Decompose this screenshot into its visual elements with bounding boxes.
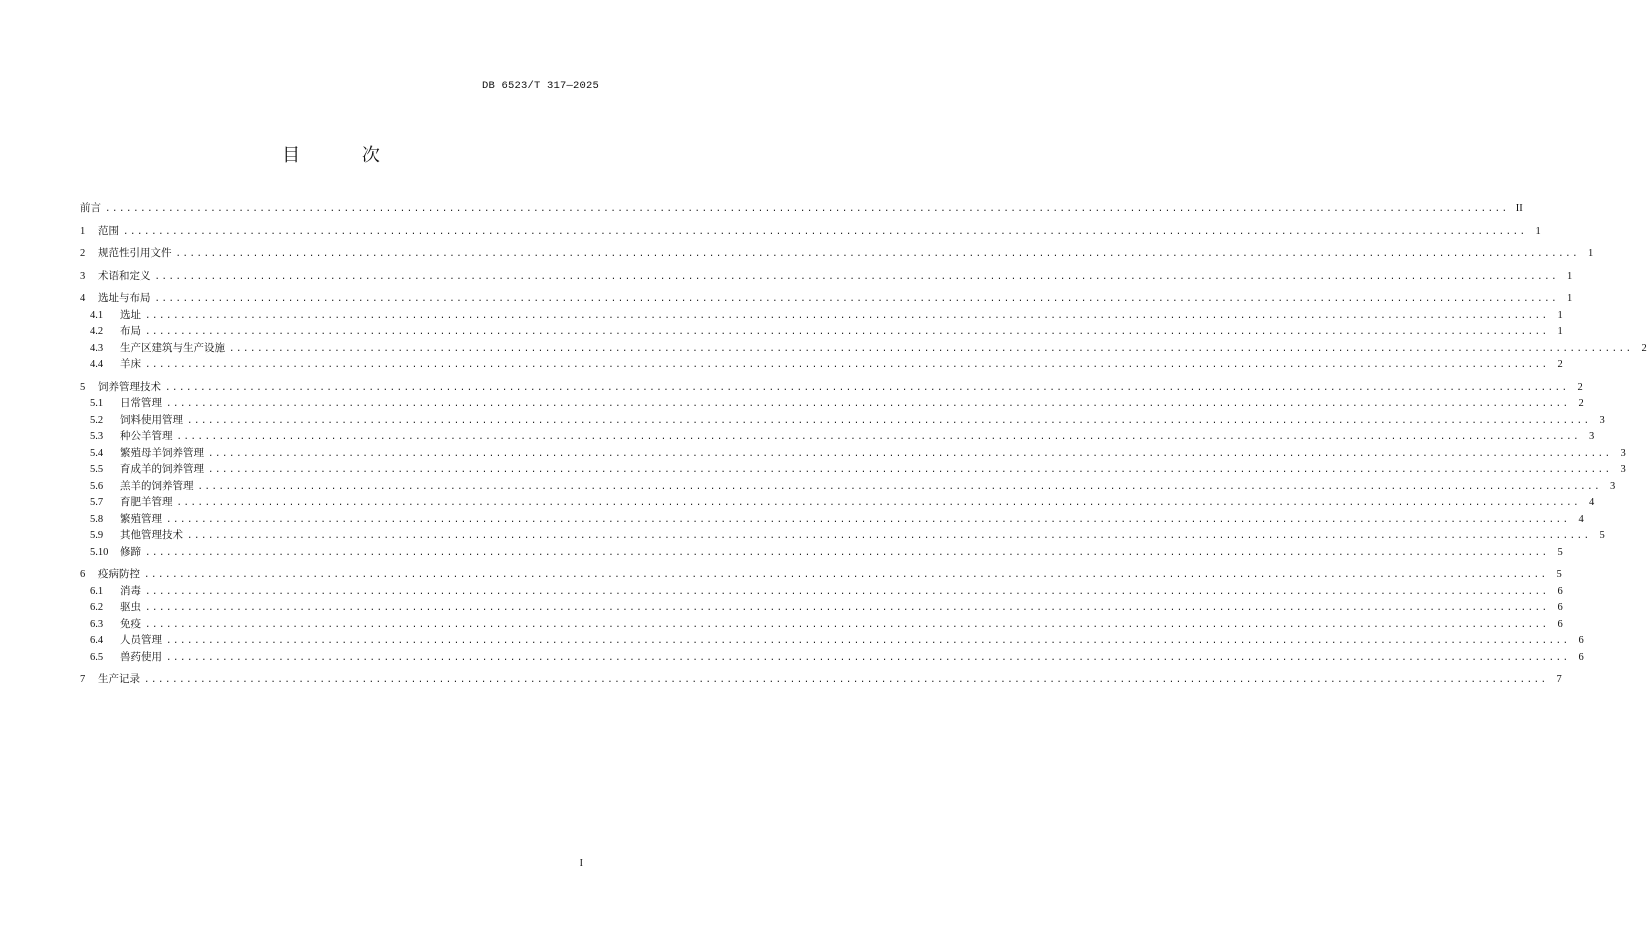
- toc-dot-leader: ........................................................................................................................................................................................................: [105, 204, 1509, 214]
- toc-entry[interactable]: [80, 379, 1583, 396]
- toc-entry-page: 4: [1588, 497, 1595, 508]
- toc-dot-leader: ........................................................................................................................................................................................................: [187, 415, 1591, 426]
- toc-entry-number: 5.10: [90, 546, 109, 558]
- toc-dot-leader: ........................................................................................................................................................................................................: [145, 360, 1549, 370]
- toc-dot-leader: ........................................................................................................................................................................................................: [208, 465, 1612, 475]
- toc-entry-label: 消毒: [120, 584, 141, 597]
- toc-entry-page: 1: [1566, 270, 1573, 282]
- toc-dot-leader: ........................................................................................................................................................................................................: [145, 547, 1549, 558]
- toc-entry-page: 5: [1557, 546, 1563, 558]
- toc-entry-label: 前言: [80, 202, 101, 214]
- toc-dot-leader: ........................................................................................................................................................................................................: [145, 327, 1549, 337]
- toc-entry-label: 规范性引用文件: [98, 247, 172, 259]
- toc-entry-label: 选址: [120, 308, 141, 321]
- toc-entry-label: 布局: [120, 325, 141, 337]
- toc-entry[interactable]: [80, 599, 1563, 616]
- toc-entry-number: 5.3: [90, 431, 104, 442]
- toc-dot-leader: ........................................................................................................................................................................................................: [154, 271, 1559, 282]
- table-of-contents: [80, 200, 1647, 688]
- toc-dot-leader: ........................................................................................................................................................................................................: [175, 249, 1580, 259]
- toc-dot-leader: ........................................................................................................................................................................................................: [154, 294, 1559, 304]
- toc-entry-page: 1: [1566, 293, 1573, 304]
- toc-entry-number: 5.6: [90, 480, 104, 492]
- toc-dot-leader: ........................................................................................................................................................................................................: [145, 603, 1549, 613]
- toc-entry[interactable]: [80, 223, 1541, 240]
- toc-entry-page: 1: [1557, 309, 1563, 321]
- toc-entry[interactable]: [80, 245, 1594, 262]
- toc-entry-label: 育成羊的饲养管理: [120, 463, 204, 475]
- toc-entry[interactable]: [80, 671, 1562, 688]
- toc-entry-number: 5: [80, 381, 86, 393]
- toc-entry[interactable]: [80, 307, 1563, 324]
- toc-entry-page: 2: [1578, 398, 1584, 409]
- toc-entry-number: 4: [80, 293, 86, 304]
- toc-entry-number: 6: [80, 569, 86, 580]
- toc-entry-page: 3: [1609, 480, 1616, 492]
- toc-dot-leader: ........................................................................................................................................................................................................: [144, 675, 1548, 685]
- toc-entry-number: 6.1: [90, 585, 104, 597]
- toc-dot-leader: ........................................................................................................................................................................................................: [208, 448, 1612, 459]
- toc-entry-number: 5.5: [90, 464, 104, 475]
- toc-entry-page: 7: [1556, 674, 1562, 685]
- toc-entry[interactable]: [80, 566, 1562, 583]
- toc-entry[interactable]: [80, 340, 1647, 357]
- toc-entry[interactable]: [80, 583, 1563, 600]
- toc-entry[interactable]: [80, 461, 1626, 478]
- toc-entry-label: 日常管理: [120, 397, 162, 409]
- page-title: 目 次: [282, 145, 408, 166]
- toc-entry-label: 饲料使用管理: [120, 413, 183, 426]
- toc-dot-leader: ........................................................................................................................................................................................................: [166, 652, 1570, 663]
- toc-entry-label: 修蹄: [120, 545, 141, 558]
- toc-dot-leader: ........................................................................................................................................................................................................: [145, 619, 1549, 630]
- toc-entry[interactable]: [80, 511, 1584, 528]
- toc-entry-page: 2: [1641, 342, 1647, 354]
- toc-entry[interactable]: [80, 445, 1626, 462]
- toc-entry-number: 6.3: [90, 618, 104, 630]
- toc-entry-page: 3: [1620, 447, 1626, 459]
- toc-entry-page: 1: [1535, 225, 1541, 237]
- toc-entry-number: 7: [80, 674, 86, 685]
- toc-entry-page: II: [1515, 203, 1523, 214]
- toc-dot-leader: ........................................................................................................................................................................................................: [197, 481, 1602, 492]
- toc-entry[interactable]: [80, 268, 1573, 285]
- toc-entry-number: 2: [80, 248, 86, 259]
- toc-entry-page: 5: [1599, 530, 1605, 541]
- toc-entry-label: 种公羊管理: [120, 430, 173, 442]
- toc-entry-label: 羔羊的饲养管理: [120, 479, 194, 492]
- toc-entry-label: 术语和定义: [98, 269, 151, 282]
- toc-entry-number: 6.2: [90, 602, 104, 613]
- toc-entry-number: 4.4: [90, 359, 104, 370]
- toc-entry-page: 3: [1588, 431, 1595, 442]
- toc-entry-label: 繁殖管理: [120, 512, 162, 525]
- toc-entry-number: 4.3: [90, 342, 104, 354]
- toc-entry-number: 5.8: [90, 513, 104, 525]
- toc-dot-leader: ........................................................................................................................................................................................................: [123, 226, 1527, 237]
- toc-entry-page: 6: [1557, 618, 1563, 630]
- toc-entry-number: 6.4: [90, 635, 104, 646]
- toc-entry-number: 6.5: [90, 651, 104, 663]
- toc-entry-number: 5.7: [90, 497, 104, 508]
- toc-entry[interactable]: [80, 527, 1605, 544]
- toc-entry-label: 生产记录: [98, 673, 140, 685]
- toc-entry-label: 驱虫: [120, 601, 141, 613]
- toc-dot-leader: ........................................................................................................................................................................................................: [166, 636, 1570, 646]
- toc-entry-number: 5.4: [90, 447, 104, 459]
- toc-entry[interactable]: [80, 290, 1573, 307]
- toc-entry-label: 生产区建筑与生产设施: [120, 341, 225, 354]
- toc-entry-page: 1: [1557, 326, 1563, 337]
- toc-entry-label: 兽药使用: [120, 650, 162, 663]
- toc-entry-label: 免疫: [120, 617, 141, 630]
- toc-entry-page: 1: [1587, 248, 1594, 259]
- toc-dot-leader: ........................................................................................................................................................................................................: [229, 343, 1633, 354]
- toc-entry-page: 6: [1578, 651, 1584, 663]
- toc-entry-label: 疫病防控: [98, 568, 140, 580]
- document-code: DB 6523/T 317—2025: [481, 80, 599, 92]
- toc-entry-label: 范围: [98, 224, 119, 237]
- toc-entry-number: 5.1: [90, 398, 104, 409]
- toc-entry-page: 6: [1578, 635, 1584, 646]
- toc-entry-label: 育肥羊管理: [120, 496, 173, 508]
- toc-entry[interactable]: [80, 200, 1523, 217]
- toc-entry-number: 4.1: [90, 309, 104, 321]
- toc-entry[interactable]: [80, 395, 1584, 412]
- toc-entry-label: 羊床: [120, 358, 141, 370]
- toc-entry-page: 6: [1557, 602, 1563, 613]
- toc-entry-number: 5.2: [90, 414, 104, 426]
- toc-entry[interactable]: [80, 412, 1605, 429]
- toc-entry-label: 饲养管理技术: [98, 380, 161, 393]
- toc-entry[interactable]: [80, 632, 1584, 649]
- toc-dot-leader: ........................................................................................................................................................................................................: [166, 399, 1570, 409]
- toc-entry[interactable]: [80, 494, 1595, 511]
- toc-dot-leader: ........................................................................................................................................................................................................: [165, 382, 1569, 393]
- toc-entry-page: 2: [1557, 359, 1563, 370]
- toc-entry[interactable]: [80, 544, 1563, 561]
- toc-entry[interactable]: [80, 428, 1595, 445]
- toc-entry[interactable]: [80, 323, 1563, 340]
- toc-entry-page: 5: [1556, 569, 1562, 580]
- toc-dot-leader: ........................................................................................................................................................................................................: [145, 310, 1549, 321]
- toc-entry-page: 3: [1620, 464, 1626, 475]
- toc-entry-label: 人员管理: [120, 634, 162, 646]
- toc-dot-leader: ........................................................................................................................................................................................................: [176, 432, 1581, 442]
- toc-entry[interactable]: [80, 356, 1563, 373]
- toc-dot-leader: ........................................................................................................................................................................................................: [187, 531, 1591, 541]
- toc-entry-number: 5.9: [90, 530, 104, 541]
- toc-entry-page: 2: [1577, 381, 1583, 393]
- toc-dot-leader: ........................................................................................................................................................................................................: [144, 570, 1548, 580]
- toc-entry-label: 其他管理技术: [120, 529, 183, 541]
- toc-entry-page: 4: [1578, 513, 1584, 525]
- toc-entry[interactable]: [80, 649, 1584, 666]
- toc-entry[interactable]: [80, 478, 1616, 495]
- toc-dot-leader: ........................................................................................................................................................................................................: [166, 514, 1570, 525]
- toc-entry-number: 3: [80, 270, 86, 282]
- footer-page-number: I: [579, 858, 583, 869]
- toc-entry-page: 6: [1557, 585, 1563, 597]
- toc-entry-label: 选址与布局: [98, 292, 151, 304]
- toc-entry-number: 4.2: [90, 326, 104, 337]
- toc-dot-leader: ........................................................................................................................................................................................................: [176, 498, 1581, 508]
- toc-entry-page: 3: [1599, 414, 1605, 426]
- toc-entry[interactable]: [80, 616, 1563, 633]
- toc-entry-number: 1: [80, 225, 86, 237]
- toc-entry-label: 繁殖母羊饲养管理: [120, 446, 204, 459]
- toc-dot-leader: ........................................................................................................................................................................................................: [145, 586, 1549, 597]
